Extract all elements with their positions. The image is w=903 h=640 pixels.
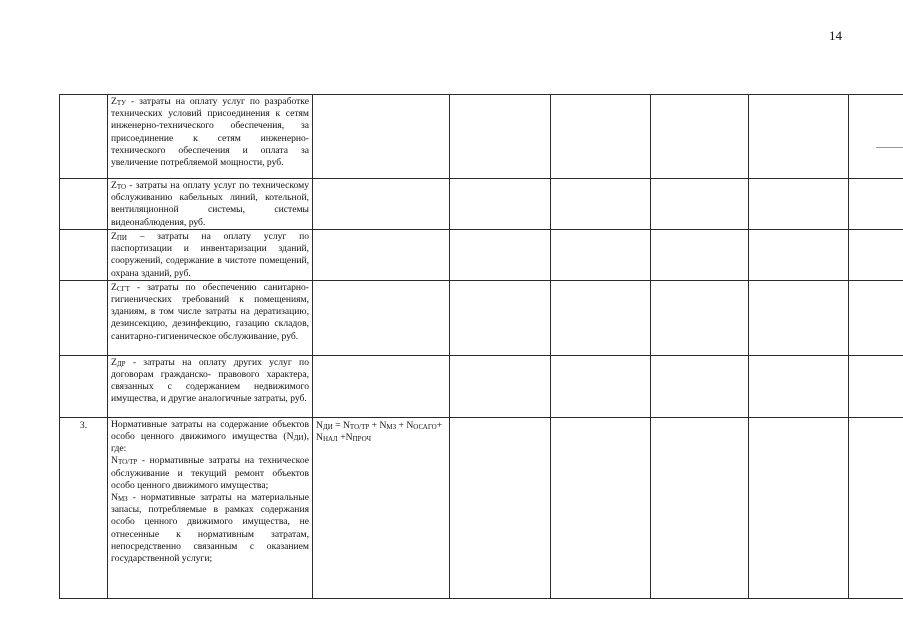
formula-cell bbox=[313, 417, 450, 598]
value-cell bbox=[749, 179, 849, 230]
desc-paragraph: $Z_{СГТ}$ - затраты по обеспечению санитарно-гигиенических требований к помещениям, зданиям, в том числе затраты на дератизацию, дезинсекцию, дезинфекцию, газацию складов, санитарно-гигиеническое обслуживание, руб. bbox=[111, 281, 309, 342]
formula-cell bbox=[313, 230, 450, 281]
value-cell bbox=[749, 95, 849, 179]
value-cell bbox=[849, 355, 903, 417]
value-cell bbox=[749, 417, 849, 598]
row-description bbox=[108, 355, 313, 417]
value-cell bbox=[551, 280, 651, 355]
value-cell bbox=[450, 355, 551, 417]
row-description bbox=[108, 417, 313, 598]
value-cell bbox=[551, 230, 651, 281]
value-cell bbox=[749, 280, 849, 355]
value-cell bbox=[651, 95, 749, 179]
page-number: 14 bbox=[829, 28, 842, 43]
table-row bbox=[60, 179, 903, 230]
value-cell bbox=[450, 179, 551, 230]
row-number bbox=[60, 280, 108, 355]
cost-table bbox=[59, 94, 903, 599]
value-cell bbox=[651, 230, 749, 281]
table-row bbox=[60, 95, 903, 179]
row-number bbox=[60, 355, 108, 417]
value-cell bbox=[749, 230, 849, 281]
value-cell bbox=[849, 95, 903, 179]
row-number: 3. bbox=[60, 417, 108, 598]
value-cell bbox=[849, 230, 903, 281]
value-cell bbox=[551, 417, 651, 598]
table-row bbox=[60, 230, 903, 281]
formula-text: $N_{ДИ} = N_{ТО/ТР} + N_{МЗ} + N_{ОСАГО}+ N_{НАЛ} +N_{ПРОЧ}$ bbox=[316, 419, 443, 444]
value-cell bbox=[749, 355, 849, 417]
formula-cell bbox=[313, 95, 450, 179]
formula-cell bbox=[313, 179, 450, 230]
desc-paragraph: $N_{МЗ}$ - нормативные затраты на материальные запасы, потребляемые в рамках содержания особо ценного движимого имущества, не отнесенные к нормативным затратам, непосредственно связанным с оказанием государственной услуги; bbox=[111, 492, 309, 565]
value-cell bbox=[651, 417, 749, 598]
value-cell bbox=[849, 179, 903, 230]
value-cell bbox=[651, 355, 749, 417]
value-cell bbox=[551, 179, 651, 230]
value-cell bbox=[849, 280, 903, 355]
value-cell bbox=[551, 355, 651, 417]
row-number bbox=[60, 95, 108, 179]
row-description bbox=[108, 230, 313, 281]
desc-paragraph: Нормативные затраты на содержание объектов особо ценного движимого имущества $(N_{ДИ})$, где: bbox=[111, 418, 309, 455]
value-cell bbox=[450, 95, 551, 179]
desc-paragraph: $Z_{ДР}$ - затраты на оплату других услуг по договорам гражданско- правового характера, связанных с содержанием недвижимого имущества, и другие аналогичные затраты, руб. bbox=[111, 356, 309, 405]
row-description bbox=[108, 95, 313, 179]
desc-paragraph: $Z_{ТУ}$ - затраты на оплату услуг по разработке технических условий присоединения к сетям инженерно-технического обеспечения, за присоединение к сетям инженерно-технического обеспечения и оплата за увеличение потребляемой мощности, руб. bbox=[111, 96, 309, 169]
row-description bbox=[108, 280, 313, 355]
table-row bbox=[60, 355, 903, 417]
table-row bbox=[60, 417, 903, 598]
value-cell bbox=[450, 417, 551, 598]
value-cell bbox=[651, 280, 749, 355]
desc-paragraph: $Z_{ТО}$ - затраты на оплату услуг по техническому обслуживанию кабельных линий, котельной, вентиляционной системы, системы видеонаблюдения, руб. bbox=[111, 180, 309, 228]
value-cell bbox=[450, 280, 551, 355]
desc-paragraph: $Z_{ПИ}$ – затраты на оплату услуг по паспортизации и инвентаризации зданий, сооружений, содержание в чистоте помещений, охрана зданий, руб. bbox=[111, 231, 309, 279]
formula-cell bbox=[313, 280, 450, 355]
row-number bbox=[60, 230, 108, 281]
table-row bbox=[60, 280, 903, 355]
value-cell bbox=[849, 417, 903, 598]
formula-cell bbox=[313, 355, 450, 417]
desc-paragraph: $N_{ТО/ТР}$ - нормативные затраты на техническое обслуживание и текущий ремонт объектов особо ценного движимого имущества; bbox=[111, 455, 309, 491]
row-number bbox=[60, 179, 108, 230]
value-cell bbox=[450, 230, 551, 281]
value-cell bbox=[651, 179, 749, 230]
value-cell bbox=[551, 95, 651, 179]
row-description bbox=[108, 179, 313, 230]
